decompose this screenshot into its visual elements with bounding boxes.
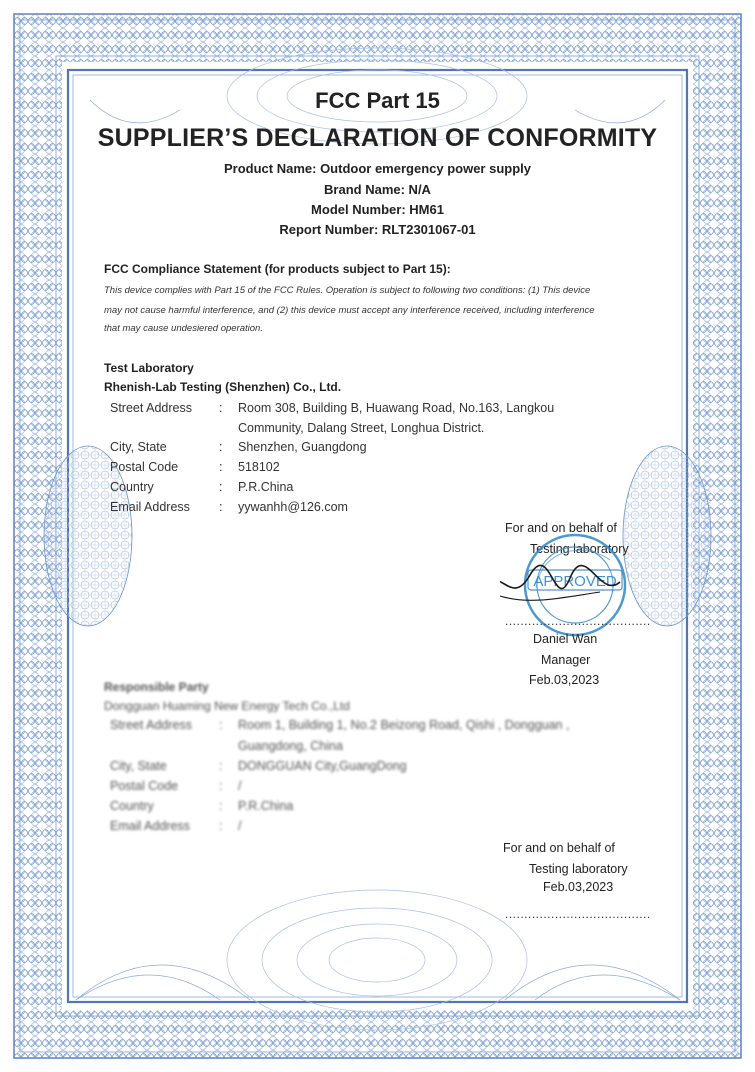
lab-colon: : [219, 401, 223, 415]
compliance-line-2: may not cause harmful interference, and (2) this device must accept any interference received, including interference [104, 305, 595, 316]
party-postal-label: Postal Code [110, 779, 179, 793]
lab-country: P.R.China [238, 480, 294, 494]
lab-country-label: Country [110, 480, 154, 494]
party-email-label: Email Address [110, 819, 190, 833]
party-city-label: City, State [110, 759, 167, 773]
lab-heading: Test Laboratory [104, 361, 194, 375]
party-heading: Responsible Party [104, 680, 209, 694]
party-colon: : [219, 779, 223, 793]
party-city: DONGGUAN City,GuangDong [238, 759, 407, 773]
lab-signature-line: ...................................... [505, 614, 651, 628]
party-email: / [238, 819, 242, 833]
page-title: FCC Part 15 [315, 88, 440, 113]
lab-company: Rhenish-Lab Testing (Shenzhen) Co., Ltd. [104, 380, 342, 394]
party-signature-date: Feb.03,2023 [543, 880, 614, 894]
signer-name: Daniel Wan [533, 632, 598, 646]
party-country-label: Country [110, 799, 154, 813]
lab-colon: : [219, 500, 223, 514]
lab-street-label: Street Address [110, 401, 192, 415]
declaration-title: SUPPLIER’S DECLARATION OF CONFORMITY [97, 124, 658, 152]
party-colon: : [219, 799, 223, 813]
lab-signature-date: Feb.03,2023 [529, 673, 600, 687]
party-colon: : [219, 718, 223, 732]
lab-colon: : [219, 480, 223, 494]
lab-city: Shenzhen, Guangdong [238, 440, 367, 454]
lab-city-label: City, State [110, 440, 167, 454]
party-colon: : [219, 759, 223, 773]
party-postal: / [238, 779, 242, 793]
party-street-line-1: Room 1, Building 1, No.2 Beizong Road, Qishi , Dongguan , [238, 718, 570, 732]
party-street-line-2: Guangdong, China [238, 739, 343, 753]
model-number: Model Number: HM61 [311, 202, 444, 217]
lab-colon: : [219, 460, 223, 474]
compliance-line-3: that may cause undesiered operation. [104, 323, 263, 334]
lab-email-label: Email Address [110, 500, 190, 514]
svg-text:APPROVED: APPROVED [533, 573, 617, 590]
report-number: Report Number: RLT2301067-01 [279, 222, 476, 237]
party-country: P.R.China [238, 799, 294, 813]
party-street-label: Street Address [110, 718, 192, 732]
lab-behalf-line-1: For and on behalf of [505, 521, 617, 535]
party-colon: : [219, 819, 223, 833]
lab-street-line-2: Community, Dalang Street, Longhua District. [238, 421, 485, 435]
party-signature-line: ...................................... [505, 907, 651, 921]
lab-street-line-1: Room 308, Building B, Huawang Road, No.163, Langkou [238, 401, 555, 415]
party-behalf-line-1: For and on behalf of [503, 841, 615, 855]
compliance-heading: FCC Compliance Statement (for products subject to Part 15): [104, 262, 451, 276]
lab-email: yywanhh@126.com [238, 500, 348, 514]
compliance-line-1: This device complies with Part 15 of the FCC Rules. Operation is subject to following two conditions: (1) This device [104, 285, 591, 296]
party-behalf-line-2: Testing laboratory [529, 862, 628, 876]
lab-behalf-line-2: Testing laboratory [530, 542, 629, 556]
product-name: Product Name: Outdoor emergency power supply [224, 161, 531, 176]
signer-title: Manager [541, 653, 591, 667]
lab-postal: 518102 [238, 460, 280, 474]
lab-colon: : [219, 440, 223, 454]
brand-name: Brand Name: N/A [324, 182, 431, 197]
lab-postal-label: Postal Code [110, 460, 179, 474]
party-company: Dongguan Huaming New Energy Tech Co.,Ltd [104, 699, 350, 713]
